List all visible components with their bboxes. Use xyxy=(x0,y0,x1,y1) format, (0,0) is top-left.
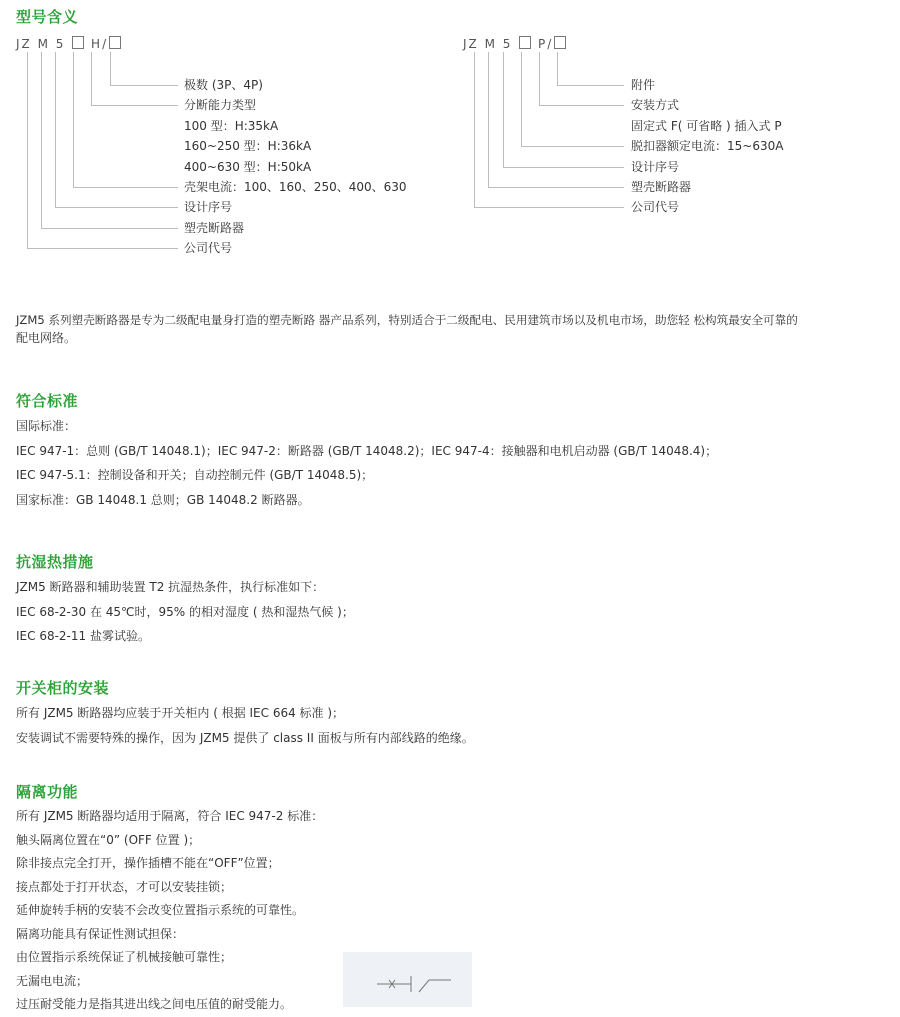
model-code-left xyxy=(16,36,122,51)
placeholder-box xyxy=(519,36,531,49)
isolation-line: 接点都处于打开状态，才可以安装挂锁； xyxy=(16,879,233,894)
standards-line: 国家标准：GB 14048.1 总则；GB 14048.2 断路器。 xyxy=(16,492,310,507)
model-label-design-no: 设计序号 xyxy=(631,160,680,174)
section-title-standards: 符合标准 xyxy=(16,392,79,410)
standards-line: IEC 947-5.1：控制设备和开关；自动控制元件 (GB/T 14048.5)； xyxy=(16,468,374,482)
isolation-line: 无漏电电流； xyxy=(16,973,89,988)
model-label-company-code: 公司代号 xyxy=(631,200,680,214)
model-suffix: P/ xyxy=(538,37,554,51)
humidity-line: IEC 68-2-30 在 45℃时，95% 的相对湿度 ( 热和湿热气候 )； xyxy=(16,604,354,619)
standards-line: 国际标准： xyxy=(16,419,77,433)
section-title-humidity: 抗湿热措施 xyxy=(16,553,94,571)
section-title-model-meaning: 型号含义 xyxy=(16,8,79,26)
model-label-type-400-630: 400~630 型：H:50kA xyxy=(184,160,312,174)
model-label-frame-current: 壳架电流：100、160、250、400、630 xyxy=(184,180,407,194)
standards-line: IEC 947-1：总则 (GB/T 14048.1)；IEC 947-2：断路器 (GB/T 14048.2)；IEC 947-4：接触器和电机启动器 (GB/T 14048.4)； xyxy=(16,443,718,458)
model-label-mccb: 塑壳断路器 xyxy=(184,221,245,235)
isolation-line: 触头隔离位置在“0” (OFF 位置 )； xyxy=(16,832,201,847)
humidity-list xyxy=(16,575,354,649)
isolation-list xyxy=(16,805,323,1017)
model-code-right xyxy=(463,36,567,51)
model-prefix: JZ M 5 xyxy=(16,37,66,51)
intro-paragraph xyxy=(16,311,798,347)
isolation-line: 除非接点完全打开，操作插槽不能在“OFF”位置； xyxy=(16,856,280,870)
intro-line: JZM5 系列塑壳断路器是专为二级配电量身打造的塑壳断路 器产品系列，特别适合于二级配电、民用建筑市场以及机电市场，助您轻 松构筑最安全可靠的 xyxy=(16,313,798,327)
placeholder-box xyxy=(109,36,121,49)
model-label-company-code: 公司代号 xyxy=(184,241,233,255)
model-label-fixed-plugin: 固定式 F( 可省略 ) 插入式 P xyxy=(631,119,782,133)
model-label-type-100: 100 型：H:35kA xyxy=(184,119,279,133)
installation-list xyxy=(16,701,474,750)
model-prefix: JZ M 5 xyxy=(463,37,513,51)
installation-line: 安装调试不需要特殊的操作，因为 JZM5 提供了 class II 面板与所有内部线路的绝缘。 xyxy=(16,730,474,745)
model-label-type-160-250: 160~250 型：H:36kA xyxy=(184,139,312,153)
isolation-line: 延伸旋转手柄的安装不会改变位置指示系统的可靠性。 xyxy=(16,903,305,917)
model-suffix: H/ xyxy=(91,37,109,51)
isolation-line: 隔离功能具有保证性测试担保： xyxy=(16,926,185,941)
section-title-isolation: 隔离功能 xyxy=(16,783,79,801)
humidity-line: IEC 68-2-11 盐雾试验。 xyxy=(16,629,150,643)
model-label-accessories: 附件 xyxy=(631,78,656,92)
model-label-design-no: 设计序号 xyxy=(184,200,233,214)
placeholder-box xyxy=(72,36,84,49)
standards-list xyxy=(16,414,717,512)
section-title-installation: 开关柜的安装 xyxy=(16,679,110,697)
intro-line: 配电网络。 xyxy=(16,331,77,345)
model-label-mccb: 塑壳断路器 xyxy=(631,180,692,194)
isolation-switch-symbol xyxy=(343,952,472,1007)
isolation-line: 由位置指示系统保证了机械接触可靠性； xyxy=(16,950,233,964)
model-label-mounting: 安装方式 xyxy=(631,98,680,112)
installation-line: 所有 JZM5 断路器均应装于开关柜内 ( 根据 IEC 664 标准 )； xyxy=(16,706,345,720)
humidity-line: JZM5 断路器和辅助装置 T2 抗湿热条件，执行标准如下： xyxy=(16,580,325,594)
model-label-trip-current: 脱扣器额定电流：15~630A xyxy=(631,139,784,153)
isolation-line: 所有 JZM5 断路器均适用于隔离，符合 IEC 947-2 标准： xyxy=(16,809,324,823)
switch-symbol-icon xyxy=(343,952,472,1007)
model-label-poles: 极数 (3P、4P) xyxy=(184,78,263,92)
model-label-breaking-type: 分断能力类型 xyxy=(184,98,257,112)
isolation-line: 过压耐受能力是指其进出线之间电压值的耐受能力。 xyxy=(16,997,293,1011)
placeholder-box xyxy=(554,36,566,49)
